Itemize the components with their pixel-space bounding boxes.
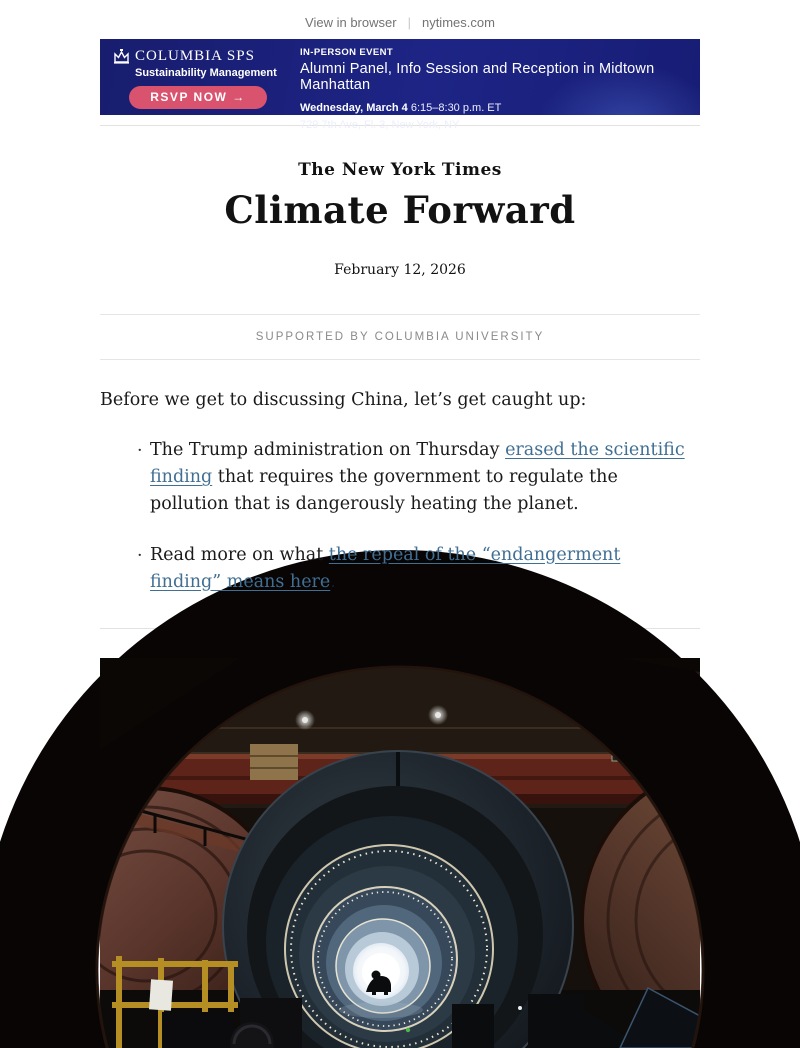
bullet-text: . bbox=[330, 571, 336, 592]
bullet-text: Read more on what bbox=[150, 544, 329, 565]
masthead bbox=[100, 126, 700, 314]
endangerment-finding-link[interactable]: the repeal of the “endangerment finding” means here bbox=[150, 544, 621, 592]
bullet-item bbox=[150, 437, 700, 518]
paper-sheet bbox=[149, 979, 173, 1010]
bullet-item bbox=[150, 542, 700, 596]
ad-brand-subtitle: Sustainability Management bbox=[135, 67, 277, 79]
ad-event-datetime: Wednesday, March 4 6:15–8:30 p.m. ET bbox=[300, 102, 502, 114]
columbia-crown-icon bbox=[113, 49, 130, 64]
nyt-logo: The New York Times bbox=[298, 160, 502, 180]
ad-event-address: 729 7th Ave, Fl. 3, New York, NY bbox=[300, 118, 460, 131]
ad-right-block bbox=[290, 39, 700, 131]
newsletter-body bbox=[100, 360, 700, 596]
view-in-browser-link[interactable]: View in browser bbox=[305, 15, 397, 30]
ad-brand-name: COLUMBIA SPS bbox=[135, 48, 255, 64]
rsvp-now-button[interactable]: RSVP NOW → bbox=[129, 86, 267, 109]
sponsor-strip: SUPPORTED BY COLUMBIA UNIVERSITY bbox=[100, 314, 700, 360]
topbar bbox=[100, 0, 700, 39]
nytimes-link[interactable]: nytimes.com bbox=[421, 15, 495, 30]
issue-date: February 12, 2026 bbox=[334, 262, 466, 278]
crate bbox=[250, 744, 298, 780]
erased-finding-link[interactable]: erased the scientific finding bbox=[150, 440, 685, 488]
bullet-list bbox=[100, 437, 700, 596]
ad-headline: Alumni Panel, Info Session and Reception in Midtown Manhattan bbox=[300, 61, 655, 93]
bullet-text: The Trump administration on Thursday bbox=[150, 440, 506, 461]
intro-paragraph: Before we get to discussing China, let’s get caught up: bbox=[100, 390, 587, 410]
newsletter-title: Climate Forward bbox=[224, 188, 576, 232]
ad-eyebrow: IN-PERSON EVENT bbox=[300, 47, 394, 58]
topbar-separator: | bbox=[407, 15, 411, 30]
email-body bbox=[100, 0, 700, 1048]
bullet-text: that requires the government to regulate the pollution that is dangerously heating the planet. bbox=[150, 467, 618, 515]
columbia-ad-banner[interactable] bbox=[100, 39, 700, 131]
svg-text:354: 354 bbox=[616, 748, 634, 760]
feature-photo bbox=[100, 658, 700, 1048]
ad-left-block bbox=[100, 39, 290, 115]
